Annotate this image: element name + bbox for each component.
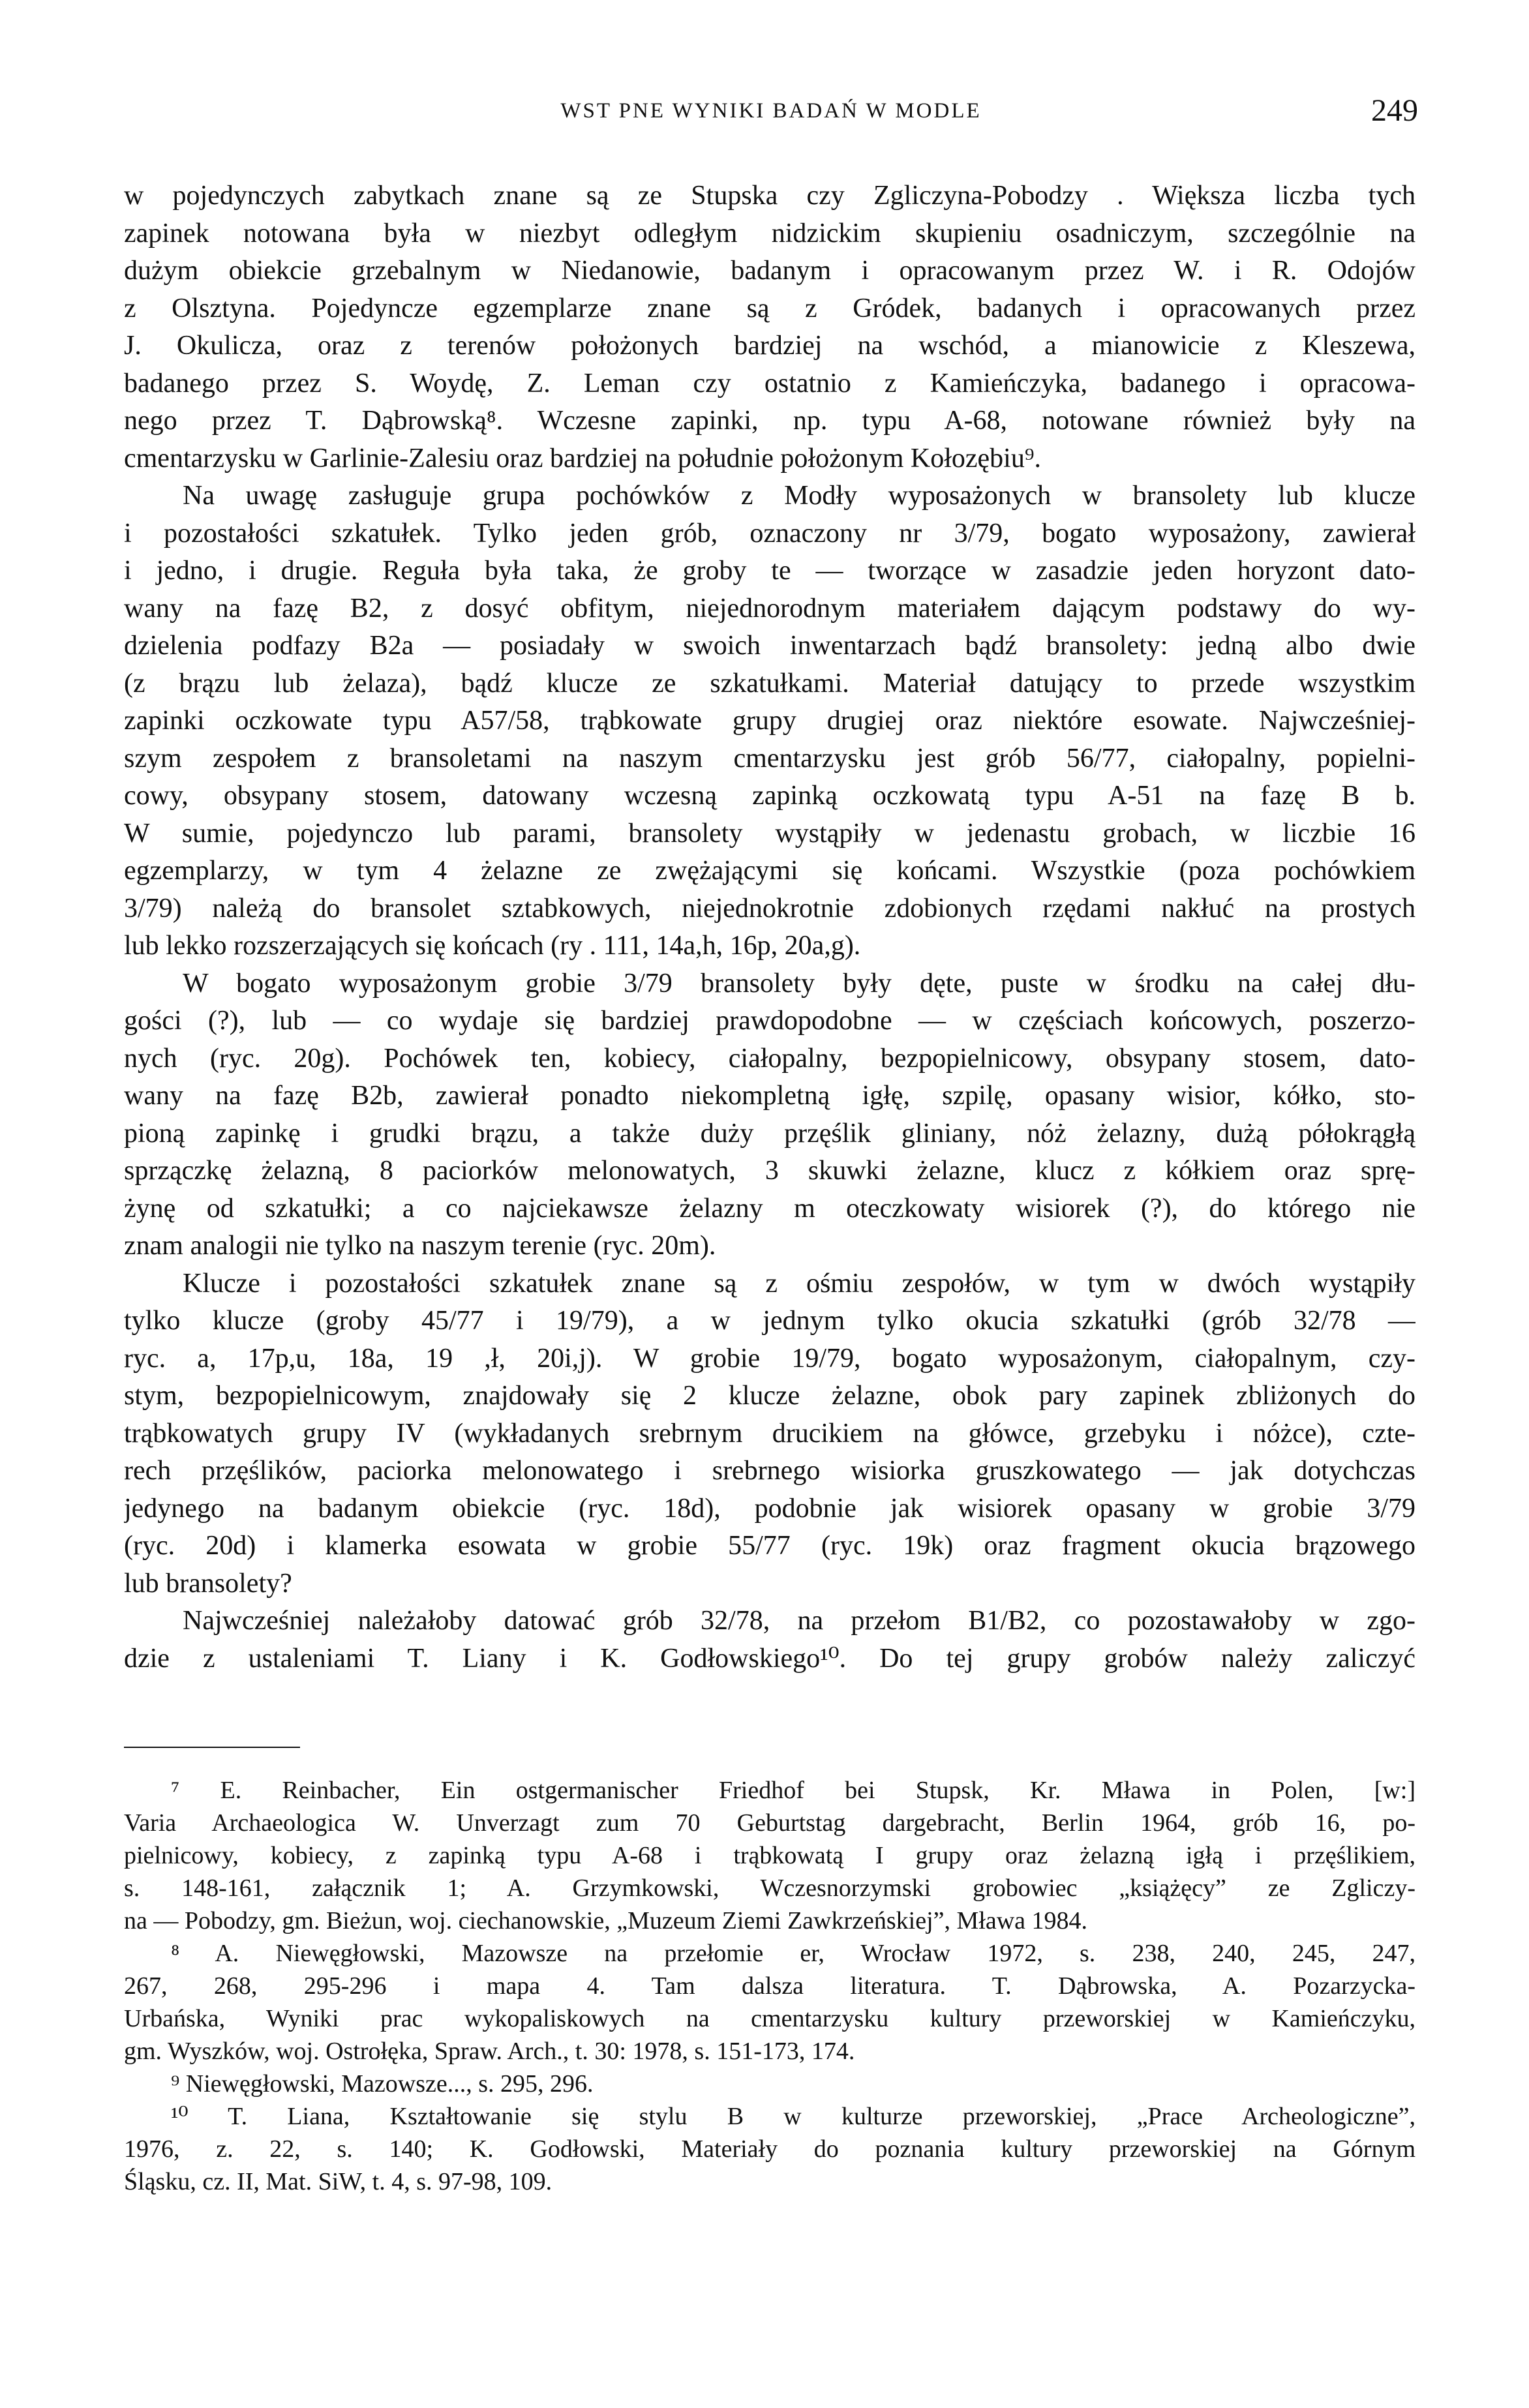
text-line: gości (?), lub — co wydaje się bardziej prawdopodobne — w częściach końcowych, poszerzo- [124, 1006, 1415, 1036]
text-line: Na uwagę zasługuje grupa pochówków z Modły wyposażonych w bransolety lub klucze [183, 481, 1415, 511]
text-line: ryc. a, 17p,u, 18a, 19 ,ł, 20i,j). W grobie 19/79, bogato wyposażonym, ciałopalnym, czy- [124, 1343, 1415, 1374]
text-line: 3/79) należą do bransolet sztabkowych, niejednokrotnie zdobionych rzędami nakłuć na prostych [124, 893, 1415, 924]
body-text [124, 177, 1415, 1678]
text-line: egzemplarzy, w tym 4 żelazne ze zwężającymi się końcami. Wszystkie (poza pochówkiem [124, 856, 1415, 886]
footnote-line: Urbańska, Wyniki prac wykopaliskowych na cmentarzysku kultury przeworskiej w Kamieńczyku, [124, 2005, 1415, 2032]
text-line: nych (ryc. 20g). Pochówek ten, kobiecy, ciałopalny, bezpopielnicowy, obsypany stosem, dato- [124, 1043, 1415, 1074]
text-line: jedynego na badanym obiekcie (ryc. 18d), podobnie jak wisiorek opasany w grobie 3/79 [124, 1493, 1415, 1524]
text-line: dzie z ustaleniami T. Liany i K. Godłowskiego¹⁰. Do tej grupy grobów należy zaliczyć [124, 1643, 1415, 1674]
text-line: lub lekko rozszerzających się końcach (ry . 111, 14a,h, 16p, 20a,g). [124, 931, 861, 961]
text-line: W bogato wyposażonym grobie 3/79 bransolety były dęte, puste w środku na całej dłu- [183, 968, 1415, 999]
footnote-line: ⁹ Niewęgłowski, Mazowsze..., s. 295, 296. [171, 2070, 594, 2098]
text-line: zapinki oczkowate typu A57/58, trąbkowate grupy drugiej oraz niektóre esowate. Najwcześniej- [124, 706, 1415, 736]
text-line: dużym obiekcie grzebalnym w Niedanowie, badanym i opracowanym przez W. i R. Odojów [124, 256, 1415, 286]
footnote-line: ⁷ E. Reinbacher, Ein ostgermanischer Friedhof bei Stupsk, Kr. Mława in Polen, [w:] [171, 1777, 1415, 1804]
text-line: zapinek notowana była w niezbyt odległym nidzickim skupieniu osadniczym, szczególnie na [124, 218, 1415, 248]
text-line: nego przez T. Dąbrowską⁸. Wczesne zapinki, np. typu A-68, notowane również były na [124, 406, 1415, 436]
text-line: żynę od szkatułki; a co najciekawsze żelazny m oteczkowaty wisiorek (?), do którego nie [124, 1193, 1415, 1224]
footnote-line: na — Pobodzy, gm. Bieżun, woj. ciechanowskie, „Muzeum Ziemi Zawkrzeńskiej”, Mława 1984. [124, 1907, 1088, 1934]
text-line: (z brązu lub żelaza), bądź klucze ze szkatułkami. Materiał datujący to przede wszystkim [124, 668, 1415, 699]
text-line: Najwcześniej należałoby datować grób 32/78, na przełom B1/B2, co pozostawałoby w zgo- [183, 1606, 1415, 1636]
footnote-line: ¹⁰ T. Liana, Kształtowanie się stylu B w kulturze przeworskiej, „Prace Archeologiczne”, [171, 2103, 1415, 2130]
text-line: dzielenia podfazy B2a — posiadały w swoich inwentarzach bądź bransolety: jedną albo dwie [124, 631, 1415, 661]
page-number: 249 [1371, 93, 1418, 128]
text-line: z Olsztyna. Pojedyncze egzemplarze znane są z Gródek, badanych i opracowanych przez [124, 293, 1415, 324]
text-line: szym zespołem z bransoletami na naszym cmentarzysku jest grób 56/77, ciałopalny, popielni- [124, 743, 1415, 774]
text-line: rech przęślików, paciorka melonowatego i srebrnego wisiorka gruszkowatego — jak dotychczas [124, 1456, 1415, 1486]
text-line: W sumie, pojedynczo lub parami, bransolety wystąpiły w jedenastu grobach, w liczbie 16 [124, 818, 1415, 849]
text-line: lub bransolety? [124, 1568, 292, 1599]
footnote-line: s. 148-161, załącznik 1; A. Grzymkowski, Wczesnorzymski grobowiec „książęcy” ze Zgliczy- [124, 1874, 1415, 1902]
text-line: cmentarzysku w Garlinie-Zalesiu oraz bardziej na południe położonym Kołozębiu⁹. [124, 443, 1041, 474]
text-line: pioną zapinkę i grudki brązu, a także duży przęślik gliniany, nóż żelazny, dużą półokrągłą [124, 1118, 1415, 1149]
footnote-line: 267, 268, 295-296 i mapa 4. Tam dalsza literatura. T. Dąbrowska, A. Pozarzycka- [124, 1972, 1415, 2000]
text-line: w pojedynczych zabytkach znane są ze Stupska czy Zgliczyna-Pobodzy . Większa liczba tych [124, 181, 1415, 211]
text-line: wany na fazę B2b, zawierał ponadto niekompletną igłę, szpilę, opasany wisior, kółko, sto- [124, 1081, 1415, 1111]
text-line: stym, bezpopielnicowym, znajdowały się 2 klucze żelazne, obok pary zapinek zbliżonych do [124, 1381, 1415, 1411]
text-line: wany na fazę B2, z dosyć obfitym, niejednorodnym materiałem dającym podstawy do wy- [124, 593, 1415, 624]
text-line: Klucze i pozostałości szkatułek znane są z ośmiu zespołów, w tym w dwóch wystąpiły [183, 1268, 1415, 1299]
text-line: J. Okulicza, oraz z terenów położonych bardziej na wschód, a mianowicie z Kleszewa, [124, 331, 1415, 361]
page-header [124, 91, 1418, 130]
text-line: cowy, obsypany stosem, datowany wczesną zapinką oczkowatą typu A-51 na fazę B b. [124, 781, 1415, 811]
footnote-line: pielnicowy, kobiecy, z zapinką typu A-68 i trąbkowatą I grupy oraz żelazną igłą i przęślikiem, [124, 1842, 1415, 1869]
text-line: i jedno, i drugie. Reguła była taka, że groby te — tworzące w zasadzie jeden horyzont dato- [124, 556, 1415, 586]
footnote-line: ⁸ A. Niewęgłowski, Mazowsze na przełomie er, Wrocław 1972, s. 238, 240, 245, 247, [171, 1940, 1415, 1967]
text-line: tylko klucze (groby 45/77 i 19/79), a w jednym tylko okucia szkatułki (grób 32/78 — [124, 1306, 1415, 1336]
text-line: sprzączkę żelazną, 8 paciorków melonowatych, 3 skuwki żelazne, klucz z kółkiem oraz sprę- [124, 1156, 1415, 1186]
footnote-separator [124, 1747, 300, 1748]
footnote-line: Varia Archaeologica W. Unverzagt zum 70 Geburtstag dargebracht, Berlin 1964, grób 16, po- [124, 1809, 1415, 1837]
footnote-line: gm. Wyszków, woj. Ostrołęka, Spraw. Arch., t. 30: 1978, s. 151-173, 174. [124, 2038, 855, 2065]
text-line: badanego przez S. Woydę, Z. Leman czy ostatnio z Kamieńczyka, badanego i opracowa- [124, 368, 1415, 399]
text-line: i pozostałości szkatułek. Tylko jeden grób, oznaczony nr 3/79, bogato wyposażony, zawierał [124, 518, 1415, 549]
text-line: trąbkowatych grupy IV (wykładanych srebrnym drucikiem na główce, grzebyku i nóżce), czte- [124, 1418, 1415, 1449]
footnote-line: Śląsku, cz. II, Mat. SiW, t. 4, s. 97-98, 109. [124, 2168, 553, 2195]
running-head: WST PNE WYNIKI BADAŃ W MODLE [560, 99, 982, 123]
footnotes [124, 1774, 1415, 2198]
text-line: (ryc. 20d) i klamerka esowata w grobie 55/77 (ryc. 19k) oraz fragment okucia brązowego [124, 1531, 1415, 1561]
footnote-line: 1976, z. 22, s. 140; K. Godłowski, Materiały do poznania kultury przeworskiej na Górnym [124, 2135, 1415, 2163]
text-line: znam analogii nie tylko na naszym terenie (ryc. 20m). [124, 1231, 716, 1261]
